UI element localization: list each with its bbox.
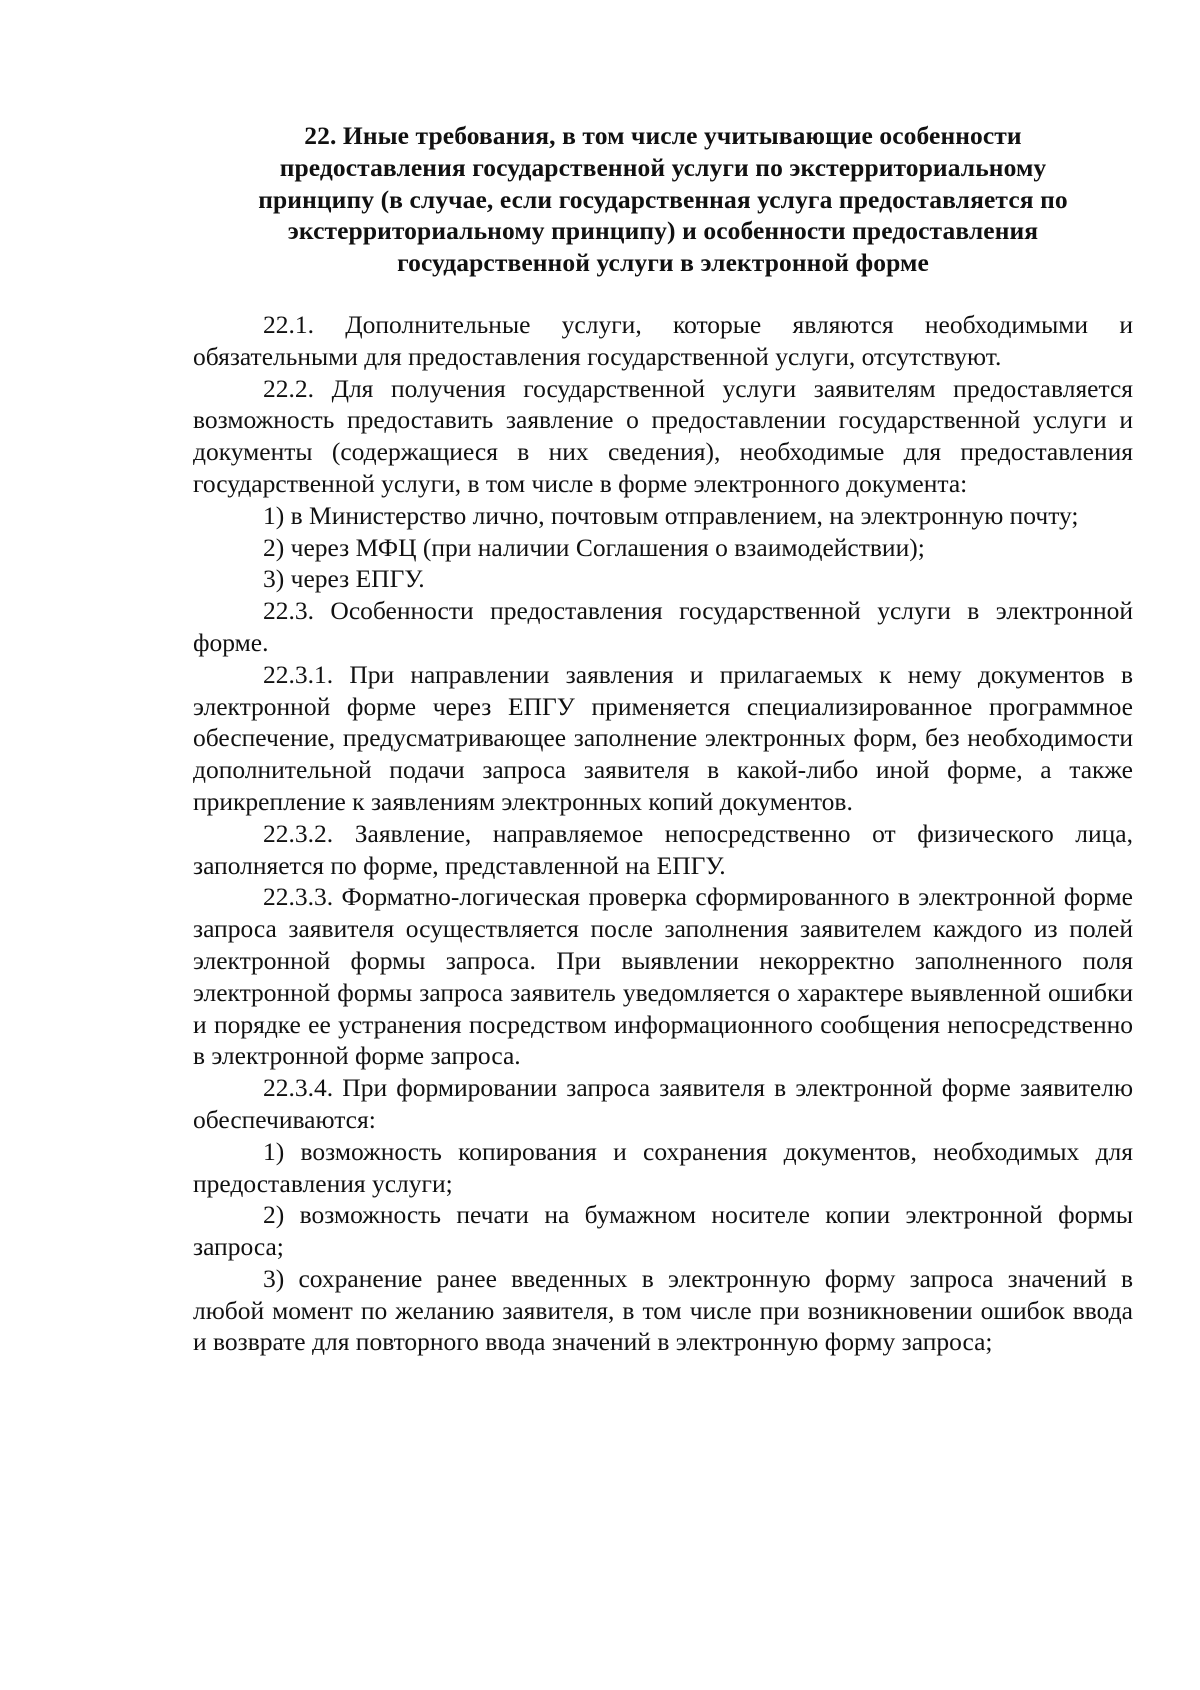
section-heading-line-5: государственной услуги в электронной форме [397, 248, 929, 278]
section-heading-line-2: предоставления государственной услуги по экстерриториальному [279, 152, 1047, 182]
paragraph-22-3-4-item-3: 3) сохранение ранее введенных в электронную форму запроса значений в любой момент по желанию заявителя, в том числе при возникновении ошибок ввода и возврате для повторного ввода значений в электронную форму запроса; [193, 1263, 1133, 1357]
paragraph-22-3-1: 22.3.1. При направлении заявления и прилагаемых к нему документов в электронной форме через ЕПГУ применяется специализированное программное обеспечение, предусматривающее заполнение электронных форм, без необходимости дополнительной подачи запроса заявителя в какой-либо иной форме, а также прикрепление к заявлениям электронных копий документов. [193, 659, 1133, 816]
paragraph-22-3: 22.3. Особенности предоставления государственной услуги в электронной форме. [193, 596, 1133, 657]
paragraph-22-3-4: 22.3.4. При формировании запроса заявителя в электронной форме заявителю обеспечиваются: [193, 1073, 1133, 1134]
paragraph-22-2-item-1: 1) в Министерство лично, почтовым отправлением, на электронную почту; [263, 500, 1079, 530]
section-heading [193, 120, 1133, 279]
paragraph-22-2-item-2: 2) через МФЦ (при наличии Соглашения о взаимодействии); [263, 532, 925, 562]
paragraph-22-1: 22.1. Дополнительные услуги, которые являются необходимыми и обязательными для предоставления государственной услуги, отсутствуют. [193, 309, 1133, 371]
document-body [193, 309, 1133, 1358]
section-heading-line-1: 22. Иные требования, в том числе учитывающие особенности [304, 121, 1022, 150]
paragraph-22-3-2: 22.3.2. Заявление, направляемое непосредственно от физического лица, заполняется по форме, представленной на ЕПГУ. [193, 818, 1133, 880]
paragraph-22-3-4-item-1: 1) возможность копирования и сохранения документов, необходимых для предоставления услуги; [193, 1136, 1133, 1198]
paragraph-22-2-item-3: 3) через ЕПГУ. [263, 564, 425, 594]
section-heading-line-4: экстерриториальному принципу) и особенности предоставления [287, 216, 1039, 246]
paragraph-22-3-3: 22.3.3. Форматно-логическая проверка сформированного в электронной форме запроса заявителя осуществляется после заполнения заявителем каждого из полей электронной формы запроса. При выявлении некорректно заполненного поля электронной формы запроса заявитель уведомляется о характере выявленной ошибки и порядке ее устранения посредством информационного сообщения непосредственно в электронной форме запроса. [193, 882, 1133, 1071]
paragraph-22-2: 22.2. Для получения государственной услуги заявителям предоставляется возможность предоставить заявление о предоставлении государственной услуги и документы (содержащиеся в них сведения), необходимые для предоставления государственной услуги, в том числе в форме электронного документа: [193, 373, 1133, 498]
document-content [193, 120, 1133, 1358]
section-heading-line-3: принципу (в случае, если государственная услуга предоставляется по [258, 184, 1068, 214]
paragraph-22-3-4-item-2: 2) возможность печати на бумажном носителе копии электронной формы запроса; [193, 1200, 1133, 1262]
